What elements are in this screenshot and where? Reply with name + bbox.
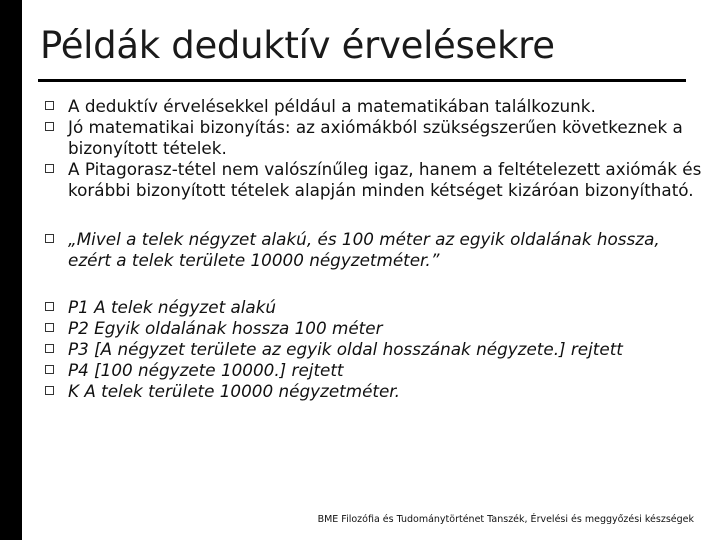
square-bullet-icon [45,101,54,110]
square-bullet-icon [45,164,54,173]
title-underline [38,79,686,82]
square-bullet-icon [45,122,54,131]
bullet-item [42,159,702,201]
bullet-text: A Pitagorasz-tétel nem valószínűleg igaz, hanem a feltételezett axiómák és korábbi bizonyított tételek alapján minden kétséget kizáróan bizonyítható. [68,159,702,200]
conclusion-item [42,381,702,402]
slide-footer: BME Filozófia és Tudománytörténet Tanszék, Érvelési és meggyőzési készségek [317,514,694,525]
premise-text: P3 [A négyzet területe az egyik oldal hosszának négyzete.] rejtett [68,339,623,359]
premise-item [42,339,702,360]
square-bullet-icon [45,386,54,395]
premise-text: P2 Egyik oldalának hossza 100 méter [68,318,383,338]
bullet-list [42,96,702,402]
square-bullet-icon [45,323,54,332]
quote-text: „Mivel a telek négyzet alakú, és 100 méter az egyik oldalának hossza, ezért a telek területe 10000 négyzetméter.” [68,229,660,270]
quote-item [42,229,702,271]
premise-text: P4 [100 négyzete 10000.] rejtett [68,360,344,380]
square-bullet-icon [45,234,54,243]
conclusion-text: K A telek területe 10000 négyzetméter. [68,381,401,401]
square-bullet-icon [45,344,54,353]
premise-item [42,360,702,381]
square-bullet-icon [45,302,54,311]
premise-text: P1 A telek négyzet alakú [68,297,277,317]
bullet-text: Jó matematikai bizonyítás: az axiómákból szükségszerűen következnek a bizonyított tételek. [68,117,683,158]
square-bullet-icon [45,365,54,374]
bullet-item [42,96,702,117]
premise-item [42,318,702,339]
bullet-item [42,117,702,159]
premise-item [42,297,702,318]
slide-title: Példák deduktív érvelésekre [40,24,555,67]
left-accent-bar [0,0,22,540]
bullet-text: A deduktív érvelésekkel például a matematikában találkozunk. [68,96,596,116]
